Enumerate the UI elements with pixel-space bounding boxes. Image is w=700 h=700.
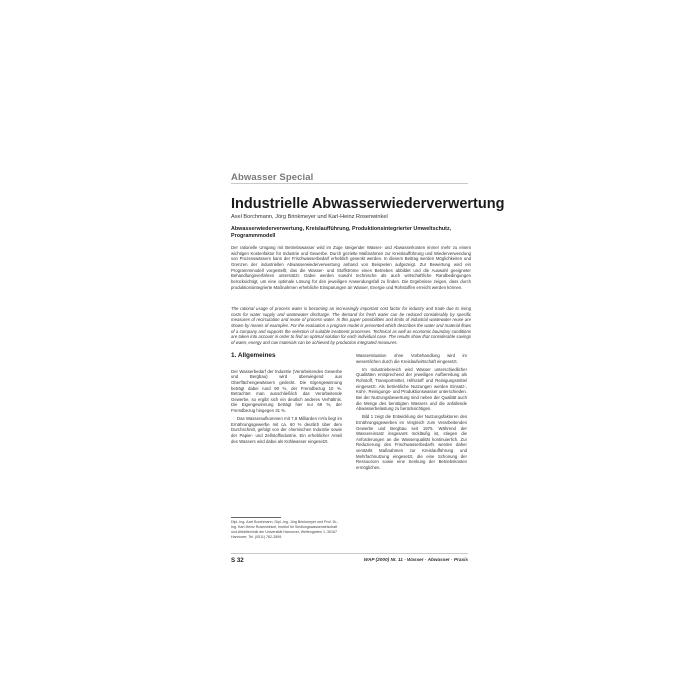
top-rule	[231, 183, 468, 184]
right-paragraph-2: Im Industriebereich wird Wasser unterschiedlicher Qualitäten entsprechend der jeweiligen Aufbereitung als Rohstoff, Transportmittel, Hilfsstoff und Reinigungsmittel eingesetzt. Als betriebliche Nutzungen werden Einsatz-, Kühl-, Reinigungs- und Produktionswasser unterschieden. Bei der Nutzungsbewertung sind neben der Qualität auch die Menge des benötigten Wassers und die anfallende Abwasserbelastung zu berücksichtigen.	[356, 366, 467, 412]
journal-reference: WAP (2000) Nr. 11 · Wasser · Abwasser · Praxis	[363, 557, 468, 562]
article-authors: Axel Borchmann, Jörg Brinkmeyer und Karl-Heinz Rosenwinkel	[231, 214, 388, 220]
footnote-rule	[231, 517, 281, 518]
abstract-english: The rational usage of process water is becoming an increasingly important cost factor for industry and trade due to rising costs for water supply and wastewater discharge. The demand for fresh water can be reduced considerably by specific measures of recirculation and reuse of process water. In this paper possibilities and limits of industrial wastewater reuse are shown by means of examples. For the evaluation a program model is presented which describes the water and material flows of a company and supports the selection of suitable treatment processes. Technical as well as economic boundary conditions are taken into account in order to find an optimal solution for each individual case. The results show that considerable savings of water, energy and raw materials can be achieved by production integrated measures.	[231, 306, 471, 345]
left-column	[231, 353, 342, 447]
abstract-german: Der rationelle Umgang mit Betriebswasser wird im Zuge steigender Wasser- und Abwasserkosten immer mehr zu einem wichtigen Kostenfaktor für Industrie und Gewerbe. Durch gezielte Maßnahmen zur Kreislaufführung und Wiederverwendung von Prozesswässern kann der Frischwasserbedarf erheblich gesenkt werden. In diesem Beitrag werden Möglichkeiten und Grenzen der industriellen Abwasserwiederverwertung anhand von Beispielen aufgezeigt. Zur Bewertung wird ein Programmmodell vorgestellt, das die Wasser- und Stoffströme eines Betriebes abbildet und die Auswahl geeigneter Behandlungsverfahren unterstützt. Dabei werden sowohl technische als auch wirtschaftliche Randbedingungen berücksichtigt, um eine optimale Lösung für den jeweiligen Anwendungsfall zu finden. Die Ergebnisse zeigen, dass durch produktionsintegrierte Maßnahmen erhebliche Einsparungen an Wasser, Energie und Rohstoffen erreicht werden können.	[231, 245, 471, 290]
section-heading: 1. Allgemeines	[231, 352, 276, 359]
article-title: Industrielle Abwasserwiederverwertung	[231, 196, 505, 212]
section-label: Abwasser Special	[231, 172, 314, 183]
right-paragraph-1: Wassersituation ohne Vorbehandlung wird im wesentlichen durch die Kreislaufwirtschaft eingesetzt.	[356, 353, 467, 364]
author-footnote: Dipl.-Ing. Axel Borchmann, Dipl.-Ing. Jörg Brinkmeyer und Prof. Dr.-Ing. Karl-Heinz Rosenwinkel, Institut für Siedlungswasserwirtschaft und Abfalltechnik der Universität Hannover, Welfengarten 1, 30167 Hannover, Tel. (0511) 762-2899.	[231, 520, 339, 539]
bottom-rule	[231, 553, 468, 554]
left-paragraph-2: Das Wasseraufkommen mit 7,8 Milliarden m³/a liegt im Ernährungsgewerbe mit ca. 60 % deutlich über dem Durchschnitt, gefolgt von der chemischen Industrie sowie der Papier- und Zellstoffindustrie. Ein erheblicher Anteil des Wassers wird dabei als Kühlwasser eingesetzt.	[231, 416, 342, 444]
right-paragraph-3: Bild 1 zeigt die Entwicklung der Nutzungsfaktoren des Ernährungsgewerbes im Vergleich zum Verarbeitenden Gewerbe und Bergbau seit 1975. Während der Wassereinsatz insgesamt rückläufig ist, stiegen die Anforderungen an die Wasserqualität kontinuierlich. Zur Reduzierung des Frischwasserbedarfs werden daher verstärkt Maßnahmen zur Kreislaufführung und Mehrfachnutzung eingesetzt, die eine Schonung der Ressourcen sowie eine Senkung der Betriebskosten ermöglichen.	[356, 414, 467, 470]
article-keywords: Abwasserwiederverwertung, Kreislaufführung, Produktionsintegrierter Umweltschutz, Programmmodell	[231, 226, 452, 240]
right-column	[356, 353, 467, 473]
page-number: S 32	[231, 557, 244, 564]
left-paragraph-1: Der Wasserbedarf der Industrie (Verarbeitendes Gewerbe und Bergbau) wird überwiegend aus Oberflächengewässern gedeckt. Die Eigengewinnung beträgt dabei rund 90 %, der Fremdbezug 10 %. Betrachtet man ausschließlich das Verarbeitende Gewerbe, so ergibt sich ein deutlich anderes Verhältnis. Die Eigengewinnung beträgt hier nur 69 %, der Fremdbezug hingegen 31 %.	[231, 368, 342, 413]
